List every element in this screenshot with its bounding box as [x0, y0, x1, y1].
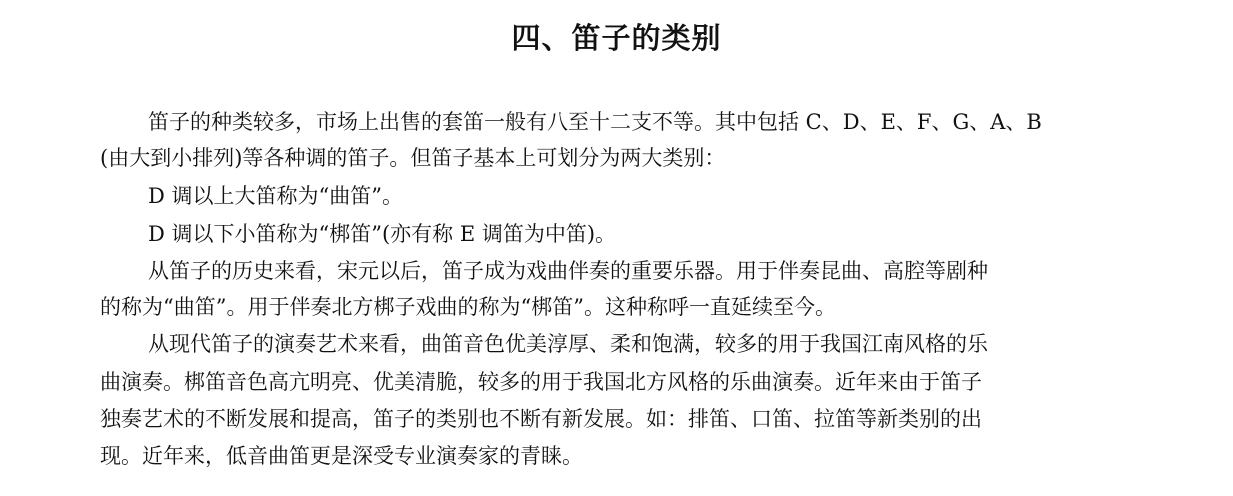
paragraph-line: D 调以上大笛称为“曲笛”。 [148, 184, 403, 208]
paragraph-line: 从笛子的历史来看，宋元以后，笛子成为戏曲伴奏的重要乐器。用于伴奏昆曲、高腔等剧种 [148, 259, 988, 283]
paragraph-line: 曲演奏。梆笛音色高亢明亮、优美清脆，较多的用于我国北方风格的乐曲演奏。近年来由于笛子 [100, 370, 982, 394]
paragraph-line: D 调以下小笛称为“梆笛”(亦有称 E 调笛为中笛)。 [148, 222, 617, 246]
paragraph-line: (由大到小排列)等各种调的笛子。但笛子基本上可划分为两大类别： [100, 146, 726, 170]
section-title: 四、笛子的类别 [511, 21, 722, 55]
paragraph-line: 从现代笛子的演奏艺术来看，曲笛音色优美淳厚、柔和饱满，较多的用于我国江南风格的乐 [148, 332, 988, 356]
paragraph-line: 独奏艺术的不断发展和提高，笛子的类别也不断有新发展。如：排笛、口笛、拉笛等新类别的出 [100, 407, 982, 431]
paragraph-line: 现。近年来，低音曲笛更是深受专业演奏家的青睐。 [100, 444, 583, 468]
paragraph-line: 的称为“曲笛”。用于伴奏北方梆子戏曲的称为“梆笛”。这种称呼一直延续至今。 [100, 295, 836, 319]
paragraph-line: 笛子的种类较多，市场上出售的套笛一般有八至十二支不等。其中包括 C、D、E、F、G、A、B [148, 110, 1042, 134]
